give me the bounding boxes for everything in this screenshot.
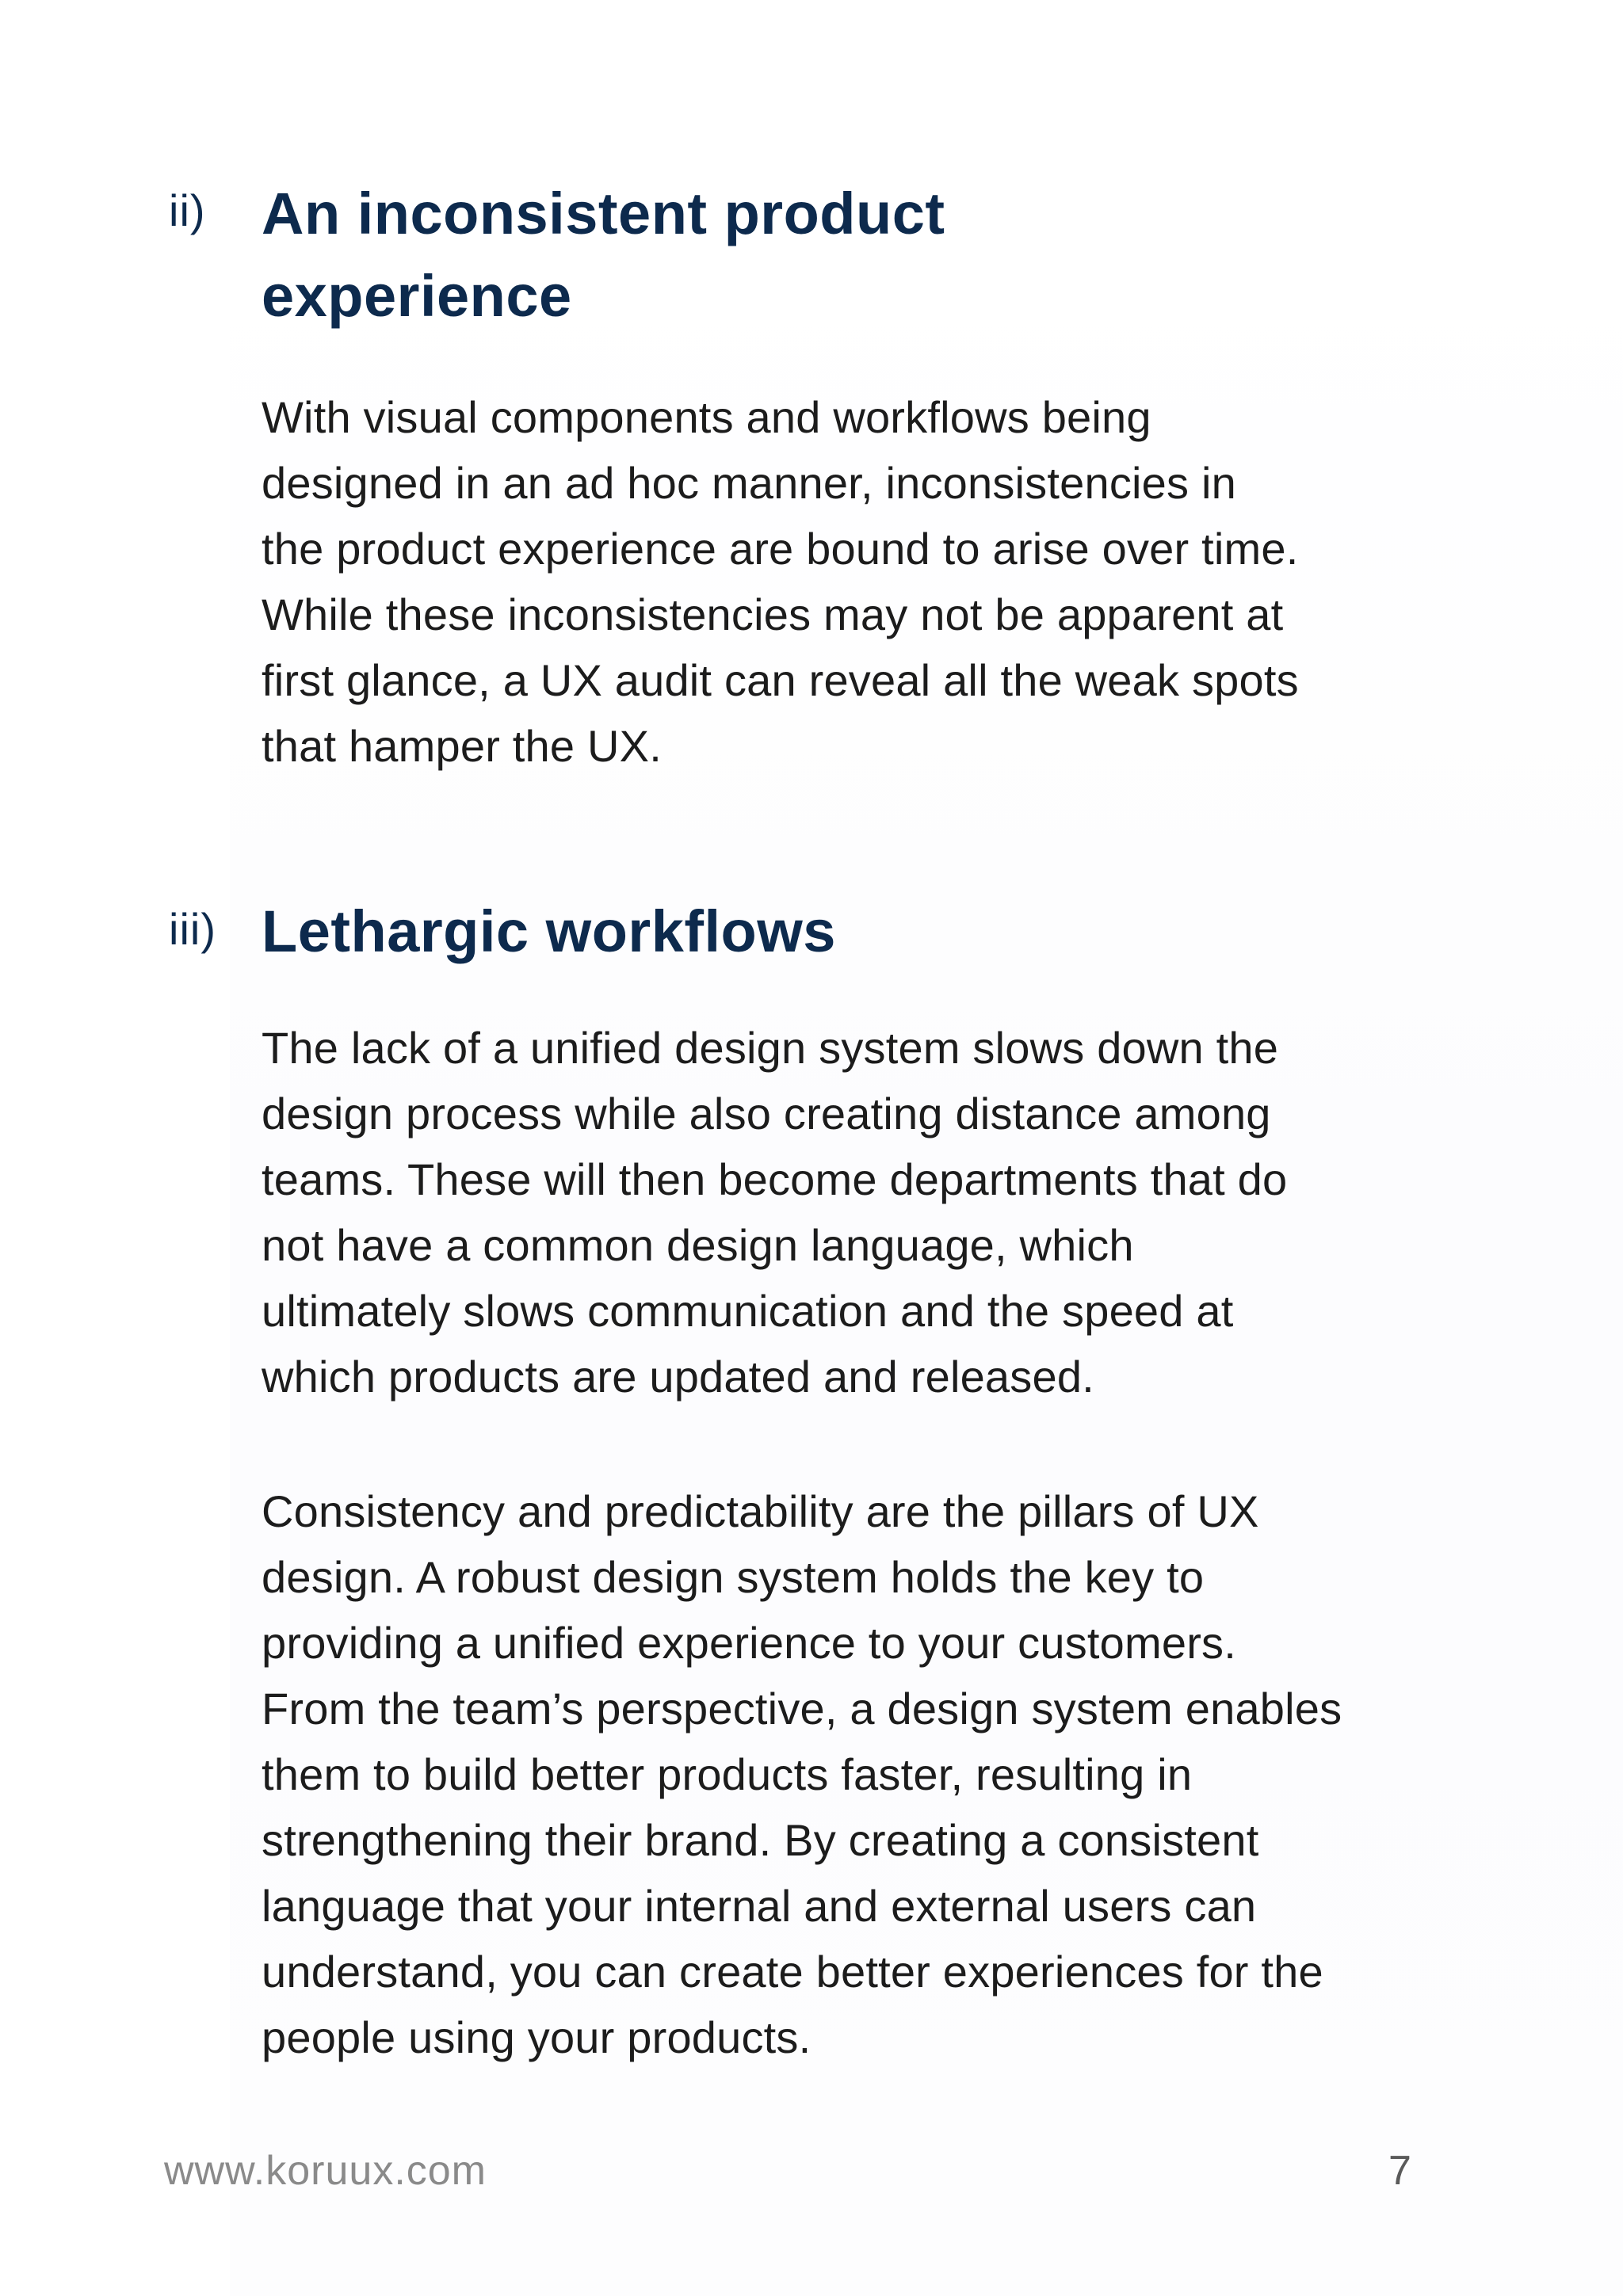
footer-website-link[interactable]: www.koruux.com — [164, 2148, 487, 2194]
section-paragraph: Consistency and predictability are the pillars of UX design. A robust design system holds the key to providing a unified experience to your customers. From the team’s perspective, a design system enables them to build better products faster, resulting in strengthening their brand. By creating a consistent language that your internal and external users can understand, you can create better experiences for the people using your products. — [262, 1486, 1342, 2062]
section-paragraph: With visual components and workflows being designed in an ad hoc manner, inconsistencies in the product experience are bound to arise over time. While these inconsistencies may not be apparent at first glance, a UX audit can reveal all the weak spots that hamper the UX. — [262, 392, 1299, 771]
section-heading: An inconsistent product experience — [262, 181, 945, 329]
section-paragraph: The lack of a unified design system slows down the design process while also creating distance among teams. These will then become departments that do not have a common design language, which ultimately slows communication and the speed at which products are updated and released. — [262, 1023, 1288, 1402]
section-marker: iii) — [169, 904, 216, 954]
section-marker: ii) — [169, 185, 206, 235]
page-number: 7 — [1388, 2148, 1411, 2194]
section-heading: Lethargic workflows — [262, 898, 836, 964]
